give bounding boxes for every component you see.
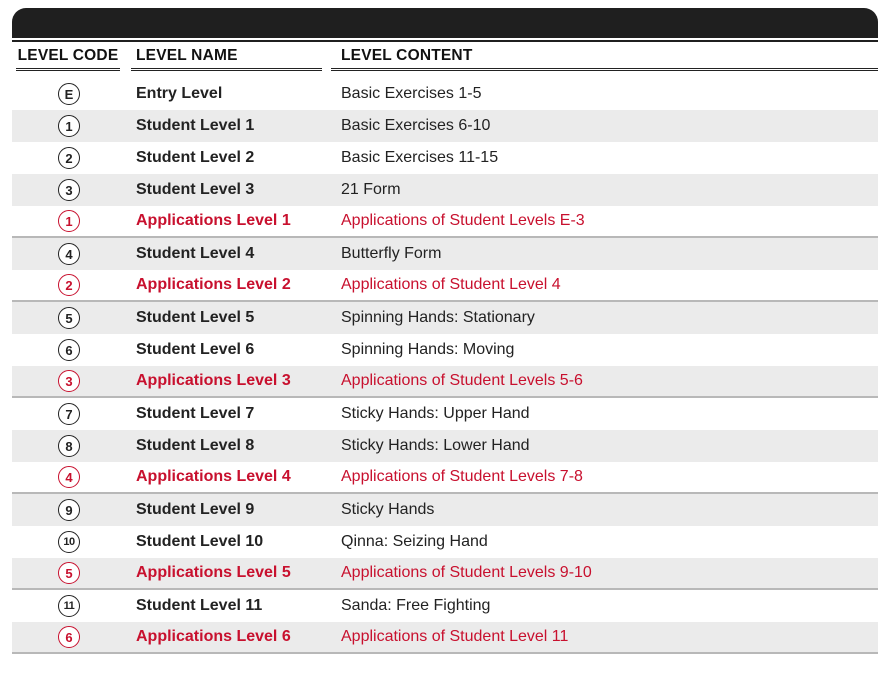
level-code-badge: 6 bbox=[58, 626, 80, 648]
level-content: Spinning Hands: Stationary bbox=[341, 309, 535, 326]
table-row bbox=[12, 494, 878, 526]
table-row bbox=[12, 590, 878, 622]
table-row bbox=[12, 174, 878, 206]
level-content: Butterfly Form bbox=[341, 245, 442, 262]
level-name: Applications Level 1 bbox=[136, 212, 291, 229]
level-name: Student Level 9 bbox=[136, 501, 255, 518]
table-row bbox=[12, 398, 878, 430]
level-code-badge: 5 bbox=[58, 562, 80, 584]
level-content: Basic Exercises 6-10 bbox=[341, 117, 491, 134]
level-name: Applications Level 6 bbox=[136, 628, 291, 645]
level-content: Basic Exercises 1-5 bbox=[341, 85, 482, 102]
level-code-badge: 2 bbox=[58, 147, 80, 169]
level-code-badge: 6 bbox=[58, 339, 80, 361]
level-content: Applications of Student Levels 9-10 bbox=[341, 564, 592, 581]
level-code-badge: 10 bbox=[58, 531, 80, 553]
level-name: Applications Level 3 bbox=[136, 372, 291, 389]
level-code-badge: 3 bbox=[58, 179, 80, 201]
level-content: Sticky Hands: Upper Hand bbox=[341, 405, 530, 422]
level-content: Qinna: Seizing Hand bbox=[341, 533, 488, 550]
header-level-name: LEVEL NAME bbox=[131, 47, 322, 71]
level-code-badge: 7 bbox=[58, 403, 80, 425]
title-rule bbox=[12, 40, 878, 42]
level-code-badge: 5 bbox=[58, 307, 80, 329]
level-code-badge: 4 bbox=[58, 243, 80, 265]
level-content: Spinning Hands: Moving bbox=[341, 341, 515, 358]
level-content: Basic Exercises 11-15 bbox=[341, 149, 499, 166]
level-name: Student Level 10 bbox=[136, 533, 264, 550]
table-row bbox=[12, 238, 878, 270]
table-row-application bbox=[12, 206, 878, 238]
level-content: Applications of Student Level 11 bbox=[341, 628, 569, 645]
level-name: Applications Level 5 bbox=[136, 564, 291, 581]
level-name: Student Level 6 bbox=[136, 341, 255, 358]
level-content: Sticky Hands: Lower Hand bbox=[341, 437, 530, 454]
table-row bbox=[12, 430, 878, 462]
level-name: Applications Level 2 bbox=[136, 276, 291, 293]
level-name: Student Level 2 bbox=[136, 149, 255, 166]
table-row-application bbox=[12, 270, 878, 302]
table-row bbox=[12, 526, 878, 558]
level-code-badge: 11 bbox=[58, 595, 80, 617]
header-level-content: LEVEL CONTENT bbox=[331, 47, 878, 71]
level-name: Applications Level 4 bbox=[136, 468, 291, 485]
level-code-badge: 8 bbox=[58, 435, 80, 457]
table-row bbox=[12, 110, 878, 142]
table-row bbox=[12, 334, 878, 366]
level-name: Student Level 3 bbox=[136, 181, 255, 198]
level-code-badge: 2 bbox=[58, 274, 80, 296]
table-row-application bbox=[12, 462, 878, 494]
level-code-badge: E bbox=[58, 83, 80, 105]
table-row bbox=[12, 302, 878, 334]
level-content: Applications of Student Levels E-3 bbox=[341, 212, 585, 229]
table-row-application bbox=[12, 558, 878, 590]
level-name: Entry Level bbox=[136, 85, 223, 102]
level-content: Applications of Student Levels 5-6 bbox=[341, 372, 583, 389]
level-code-badge: 4 bbox=[58, 466, 80, 488]
level-name: Student Level 5 bbox=[136, 309, 255, 326]
table-row-application bbox=[12, 366, 878, 398]
level-name: Student Level 1 bbox=[136, 117, 255, 134]
level-content: Applications of Student Level 4 bbox=[341, 276, 561, 293]
level-name: Student Level 4 bbox=[136, 245, 255, 262]
level-code-badge: 1 bbox=[58, 115, 80, 137]
level-code-badge: 9 bbox=[58, 499, 80, 521]
table-row-application bbox=[12, 622, 878, 654]
level-content: Sanda: Free Fighting bbox=[341, 597, 491, 614]
level-code-badge: 3 bbox=[58, 370, 80, 392]
table-row bbox=[12, 142, 878, 174]
level-content: Sticky Hands bbox=[341, 501, 435, 518]
level-code-badge: 1 bbox=[58, 210, 80, 232]
table-row bbox=[12, 78, 878, 110]
header-level-code: LEVEL CODE bbox=[16, 47, 120, 71]
level-table bbox=[12, 78, 878, 654]
level-name: Student Level 8 bbox=[136, 437, 255, 454]
level-content: Applications of Student Levels 7-8 bbox=[341, 468, 583, 485]
title-bar bbox=[12, 8, 878, 38]
level-name: Student Level 7 bbox=[136, 405, 255, 422]
level-content: 21 Form bbox=[341, 181, 401, 198]
level-name: Student Level 11 bbox=[136, 597, 263, 614]
